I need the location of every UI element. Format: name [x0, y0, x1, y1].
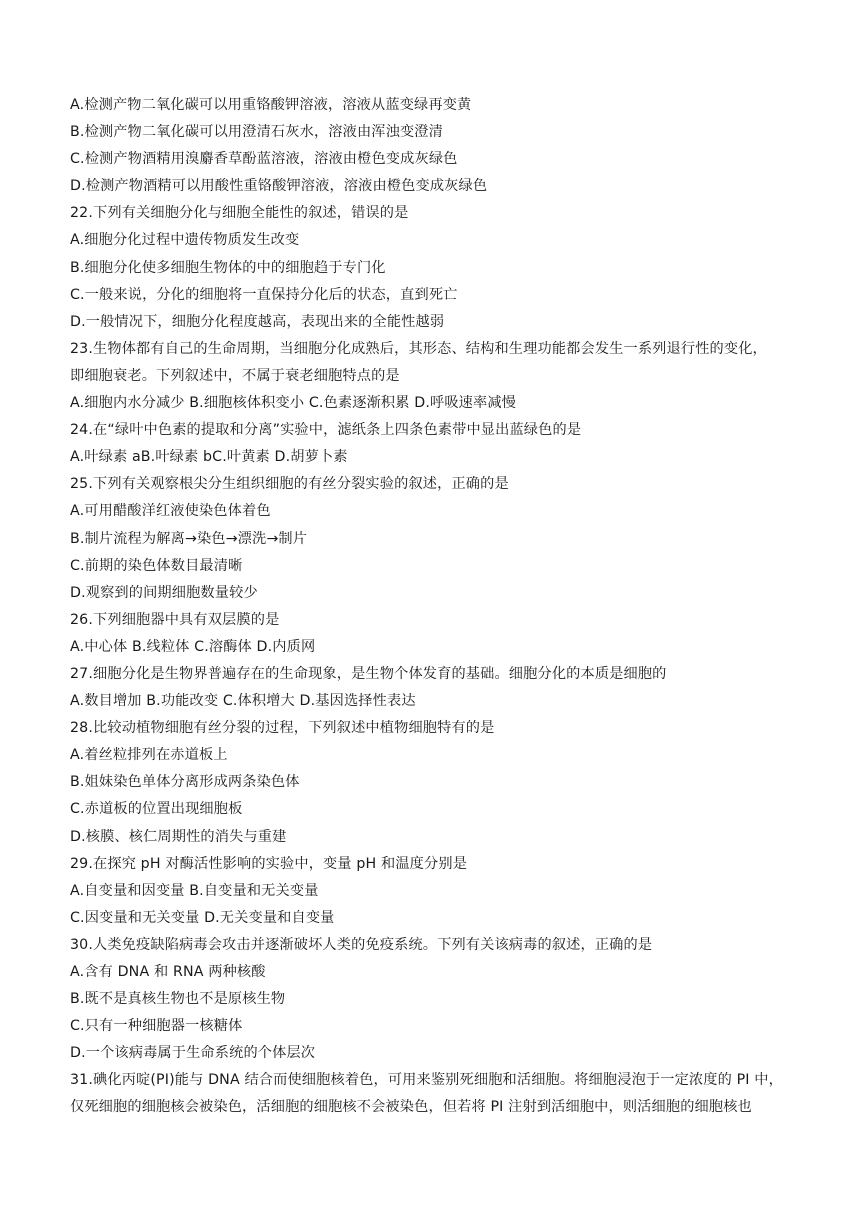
text-line: C.赤道板的位置出现细胞板	[70, 801, 243, 818]
text-line: B.制片流程为解离→染色→漂洗→制片	[70, 530, 308, 547]
text-line: C.因变量和无关变量 D.无关变量和自变量	[70, 909, 335, 926]
text-line: C.前期的染色体数目最清晰	[70, 557, 243, 574]
text-line: D.一般情况下，细胞分化程度越高，表现出来的全能性越弱	[70, 313, 445, 330]
document-page	[70, 92, 800, 1122]
text-line: B.既不是真核生物也不是原核生物	[70, 991, 286, 1008]
question-29: 29.在探究 pH 对酶活性影响的实验中，变量 pH 和温度分别是	[70, 855, 468, 872]
text-line: C.检测产物酒精用溴麝香草酚蓝溶液，溶液由橙色变成灰绿色	[70, 151, 458, 168]
text-line: A.含有 DNA 和 RNA 两种核酸	[70, 964, 266, 980]
question-28: 28.比较动植物细胞有丝分裂的过程，下列叙述中植物细胞特有的是	[70, 720, 495, 737]
text-line: D.观察到的间期细胞数量较少	[70, 584, 258, 601]
text-line: A.细胞内水分减少 B.细胞核体积变小 C.色素逐渐积累 D.呼吸速率减慢	[70, 395, 517, 412]
question-22: 22.下列有关细胞分化与细胞全能性的叙述，错误的是	[70, 205, 409, 222]
text-line: A.叶绿素 aB.叶绿素 bC.叶黄素 D.胡萝卜素	[70, 449, 348, 466]
text-line: B.细胞分化使多细胞生物体的中的细胞趋于专门化	[70, 259, 386, 276]
text-line: B.检测产物二氧化碳可以用澄清石灰水，溶液由浑浊变澄清	[70, 124, 443, 141]
question-23: 23.生物体都有自己的生命周期，当细胞分化成熟后，其形态、结构和生理功能都会发生一系列退行性的变化，	[70, 340, 767, 357]
text-line: A.自变量和因变量 B.自变量和无关变量	[70, 882, 319, 899]
text-line: A.检测产物二氧化碳可以用重铬酸钾溶液，溶液从蓝变绿再变黄	[70, 97, 472, 113]
text-line: A.数目增加 B.功能改变 C.体积增大 D.基因选择性表达	[70, 693, 416, 710]
text-line: 仅死细胞的细胞核会被染色，活细胞的细胞核不会被染色，但若将 PI 注射到活细胞中，则活细胞的细胞核也	[70, 1099, 752, 1116]
text-line: A.可用醋酸洋红液使染色体着色	[70, 503, 271, 520]
question-25: 25.下列有关观察根尖分生组织细胞的有丝分裂实验的叙述，正确的是	[70, 476, 509, 493]
question-27: 27.细胞分化是生物界普遍存在的生命现象，是生物个体发育的基础。细胞分化的本质是细胞的	[70, 665, 667, 682]
text-line: 即细胞衰老。下列叙述中，不属于衰老细胞特点的是	[70, 367, 400, 384]
text-line: D.检测产物酒精可以用酸性重铬酸钾溶液，溶液由橙色变成灰绿色	[70, 178, 488, 195]
question-31: 31.碘化丙啶(PI)能与 DNA 结合而使细胞核着色，可用来鉴别死细胞和活细胞。将细胞浸泡于一定浓度的 PI 中，	[70, 1072, 783, 1089]
text-line: A.着丝粒排列在赤道板上	[70, 747, 228, 764]
question-26: 26.下列细胞器中具有双层膜的是	[70, 611, 280, 628]
text-line: C.只有一种细胞器一核糖体	[70, 1018, 243, 1035]
text-line: A.中心体 B.线粒体 C.溶酶体 D.内质网	[70, 638, 316, 655]
question-30: 30.人类免疫缺陷病毒会攻击并逐渐破坏人类的免疫系统。下列有关该病毒的叙述，正确的是	[70, 936, 653, 953]
text-line: C.一般来说，分化的细胞将一直保持分化后的状态，直到死亡	[70, 286, 458, 303]
question-24: 24.在“绿叶中色素的提取和分离”实验中，滤纸条上四条色素带中显出蓝绿色的是	[70, 422, 582, 439]
text-line: A.细胞分化过程中遗传物质发生改变	[70, 232, 300, 249]
text-line: D.核膜、核仁周期性的消失与重建	[70, 828, 287, 845]
text-line: D.一个该病毒属于生命系统的个体层次	[70, 1045, 316, 1062]
text-line: B.姐妹染色单体分离形成两条染色体	[70, 774, 300, 791]
